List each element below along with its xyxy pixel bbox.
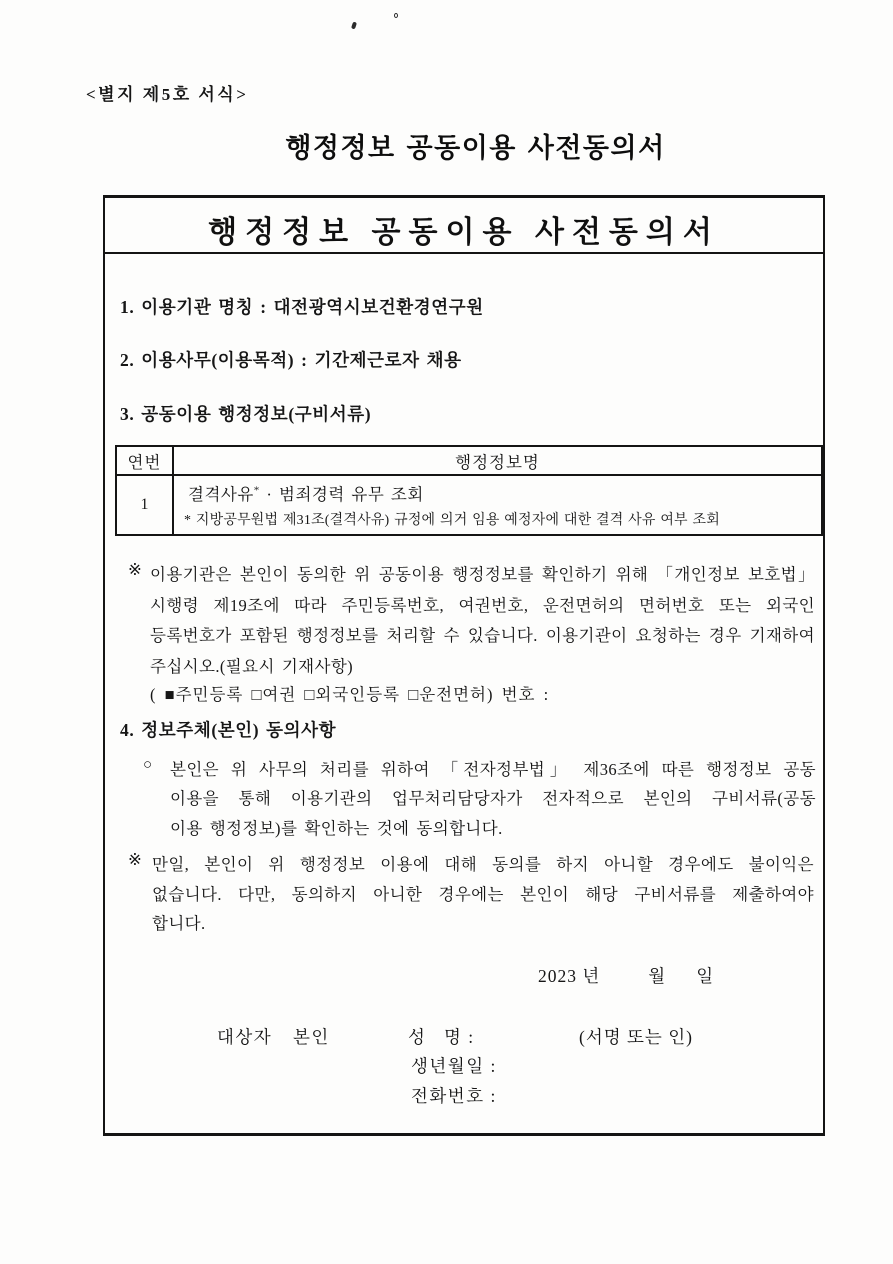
notice-marker: ※ bbox=[128, 560, 142, 579]
refusal-notice bbox=[128, 850, 816, 939]
row-title-asterisk: * bbox=[253, 484, 260, 497]
field-shared-admin-info: 3. 공동이용 행정정보(구비서류) bbox=[120, 404, 372, 424]
signature-subject-label: 대상자 bbox=[217, 1027, 273, 1047]
scan-speck bbox=[394, 13, 398, 18]
form-box bbox=[103, 195, 825, 1136]
form-box-title: 행정정보 공동이용 사전동의서 bbox=[105, 198, 823, 254]
signature-birth-label: 생년월일 : bbox=[411, 1056, 497, 1076]
row-info-cell bbox=[173, 475, 822, 535]
col-header-seq: 연번 bbox=[116, 446, 173, 475]
privacy-notice-line: 시행령 제19조에 따라 주민등록번호, 여권번호, 운전면허의 면허번호 또는 외국인 bbox=[150, 595, 815, 615]
table-row bbox=[116, 475, 822, 535]
privacy-notice bbox=[128, 560, 816, 682]
row-seq: 1 bbox=[116, 475, 173, 535]
notice-marker: ※ bbox=[128, 850, 142, 869]
consent-line: 이용 행정정보)를 확인하는 것에 동의합니다. bbox=[170, 818, 503, 838]
signature-subject-value: 본인 bbox=[293, 1027, 330, 1047]
signature-name-label: 성 bbox=[408, 1027, 427, 1047]
table-header-row bbox=[116, 446, 822, 475]
date-year: 2023 년 bbox=[538, 966, 601, 986]
row-title-main: 결격사유 bbox=[188, 485, 254, 504]
signature-phone-label: 전화번호 : bbox=[411, 1086, 497, 1106]
date-month-unit: 월 bbox=[648, 966, 667, 986]
field-consent-section: 4. 정보주체(본인) 동의사항 bbox=[120, 720, 337, 740]
row-info-title bbox=[174, 481, 815, 505]
row-info-note: * 지방공무원법 제31조(결격사유) 규정에 의거 임용 예정자에 대한 결격 사유 여부 조회 bbox=[184, 513, 720, 528]
col-header-info-name: 행정정보명 bbox=[173, 446, 822, 475]
privacy-notice-line: 주십시오.(필요시 기재사항) bbox=[150, 656, 354, 676]
field-usage-purpose: 2. 이용사무(이용목적) : 기간제근로자 채용 bbox=[120, 350, 462, 370]
field-using-agency: 1. 이용기관 명칭 : 대전광역시보건환경연구원 bbox=[120, 297, 484, 317]
id-type-checkbox-line: ( ■주민등록 □여권 □외국인등록 □운전면허) 번호 : bbox=[150, 685, 550, 704]
refusal-notice-line: 만일, 본인이 위 행정정보 이용에 대해 동의를 하지 아니할 경우에도 불이익은 bbox=[152, 855, 814, 874]
date-line bbox=[538, 963, 714, 988]
consent-line: 이용을 통해 이용기관의 업무처리담당자가 전자적으로 본인의 구비서류(공동 bbox=[170, 789, 816, 809]
row-title-rest: · 범죄경력 유무 조회 bbox=[259, 485, 424, 504]
form-code-label: <별지 제5호 서식> bbox=[86, 85, 249, 104]
privacy-notice-line: 등록번호가 포함된 행정정보를 처리할 수 있습니다. 이용기관이 요청하는 경우 기재하여 bbox=[150, 626, 815, 646]
privacy-notice-line: 이용기관은 본인이 동의한 위 공동이용 행정정보를 확인하기 위해 「개인정보 보호법」 bbox=[150, 565, 815, 584]
signature-stamp-note: (서명 또는 인) bbox=[579, 1027, 693, 1047]
consent-bullet: ○ bbox=[143, 757, 153, 773]
date-day-unit: 일 bbox=[696, 966, 715, 986]
scan-speck bbox=[351, 22, 357, 30]
consent-line: 본인은 위 사무의 처리를 위하여 「전자정부법」 제36조에 따른 행정정보 공동 bbox=[170, 760, 816, 779]
refusal-notice-line: 없습니다. 다만, 동의하지 아니한 경우에는 본인이 해당 구비서류를 제출하여야 bbox=[152, 884, 814, 904]
consent-statement bbox=[143, 755, 819, 843]
refusal-notice-line: 합니다. bbox=[152, 914, 206, 933]
admin-info-table bbox=[115, 445, 823, 536]
signature-name-label: 명 : bbox=[444, 1027, 475, 1047]
page-title: 행정정보 공동이용 사전동의서 bbox=[285, 133, 666, 164]
